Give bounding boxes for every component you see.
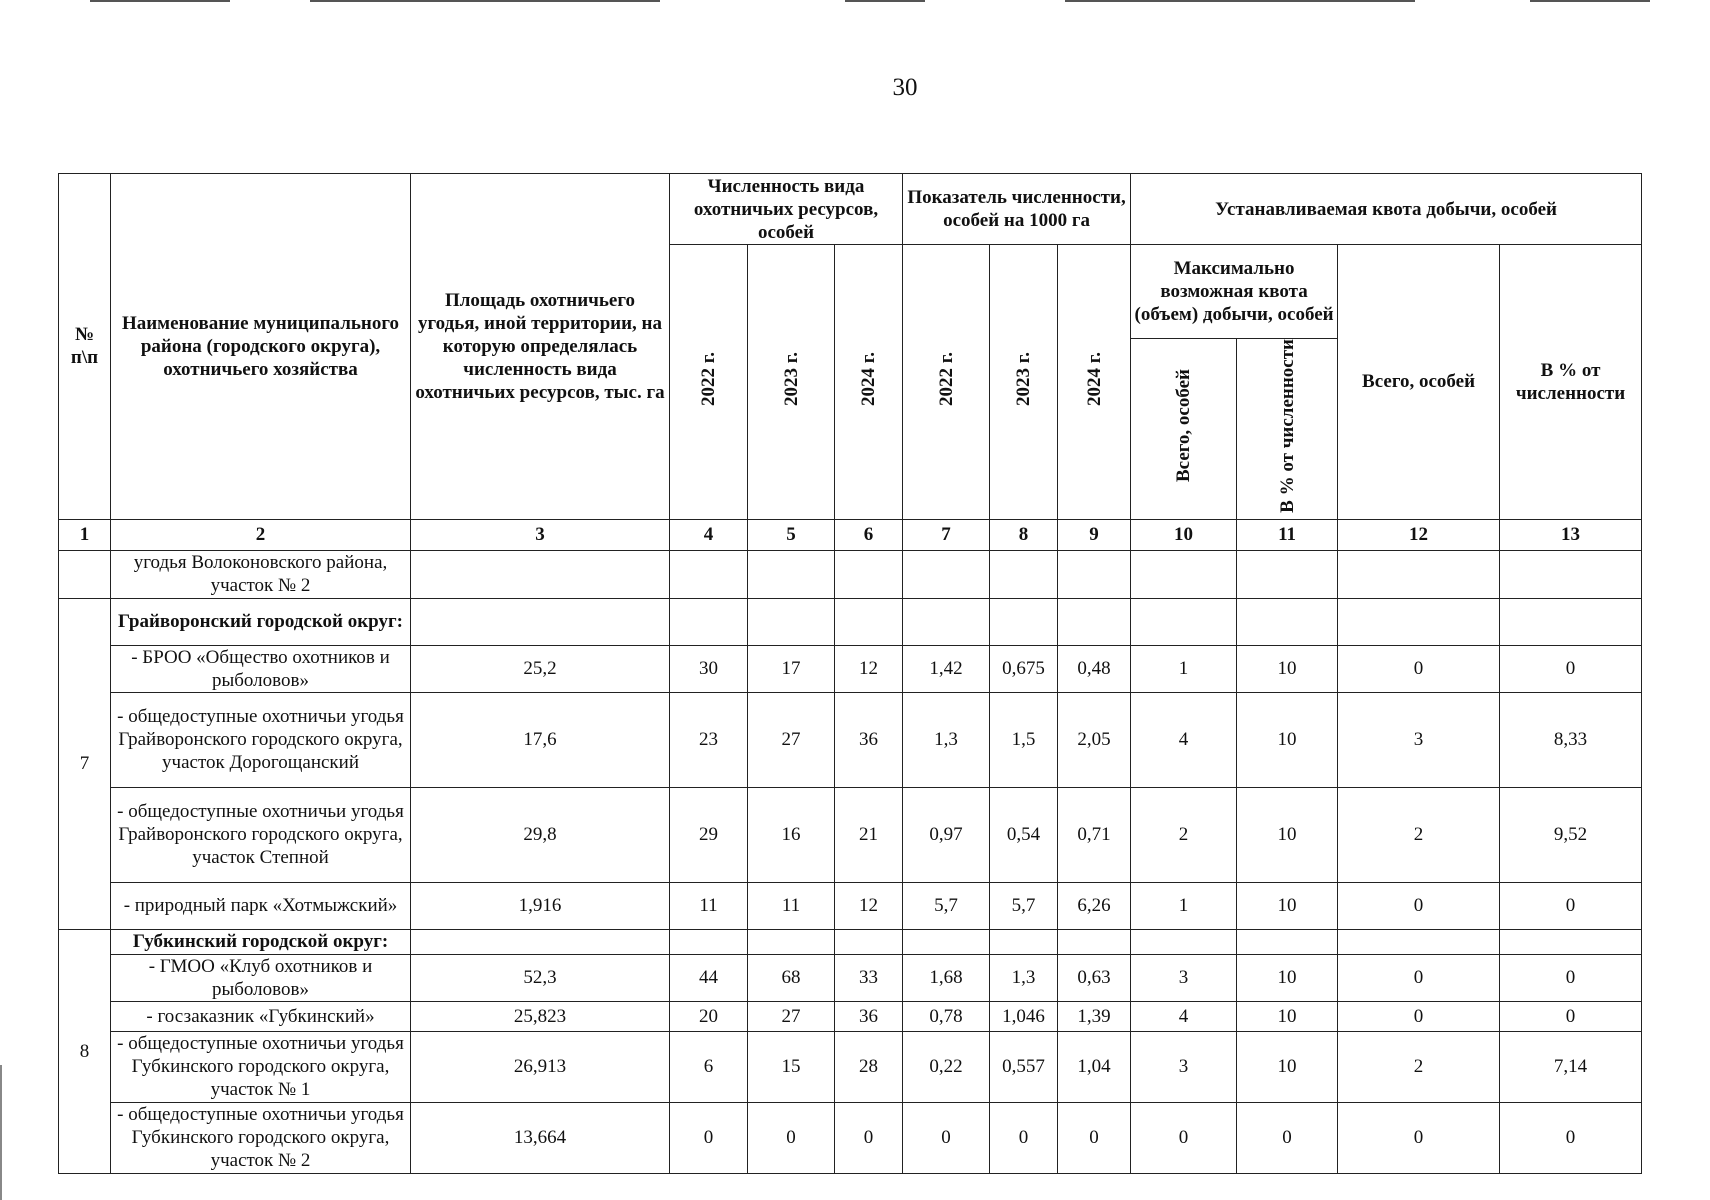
- table-cell: [1131, 929, 1237, 954]
- table-cell: 0: [1500, 882, 1642, 929]
- table-cell: 6,26: [1058, 882, 1131, 929]
- table-cell: 2,05: [1058, 692, 1131, 787]
- table-cell: 8,33: [1500, 692, 1642, 787]
- table-cell: 44: [670, 954, 748, 1001]
- table-cell: 36: [835, 1001, 903, 1031]
- table-cell: 33: [835, 954, 903, 1001]
- table-cell: 11: [670, 882, 748, 929]
- header-year: 2023 г.: [748, 245, 835, 520]
- header-max-quota: Максимально возможная квота (объем) добычи, особей: [1131, 245, 1338, 339]
- table-cell: 26,913: [411, 1031, 670, 1102]
- table-cell: 1,39: [1058, 1001, 1131, 1031]
- table-cell: [748, 598, 835, 645]
- table-cell: 0,675: [990, 645, 1058, 692]
- header-density: Показатель численности, особей на 1000 га: [903, 174, 1131, 245]
- table-cell: 0: [835, 1102, 903, 1173]
- table-row: [59, 598, 1642, 645]
- table-cell: [903, 550, 990, 598]
- table-cell: [990, 550, 1058, 598]
- table-cell: 27: [748, 1001, 835, 1031]
- row-name: - общедоступные охотничьи угодья Грайворонского городского округа, участок Дорогощанский: [111, 692, 411, 787]
- table-cell: [748, 929, 835, 954]
- table-cell: 0: [1338, 1102, 1500, 1173]
- table-cell: [990, 929, 1058, 954]
- row-name: Грайворонский городской округ:: [111, 598, 411, 645]
- header-name: Наименование муниципального района (городского округа), охотничьего хозяйства: [111, 174, 411, 520]
- header-quota: Устанавливаемая квота добычи, особей: [1131, 174, 1642, 245]
- table-cell: [1237, 550, 1338, 598]
- table-cell: 1,3: [990, 954, 1058, 1001]
- table-cell: 52,3: [411, 954, 670, 1001]
- table-cell: [1338, 550, 1500, 598]
- table-cell: 1,68: [903, 954, 990, 1001]
- table-cell: [990, 598, 1058, 645]
- header-year: 2022 г.: [903, 245, 990, 520]
- table-cell: 0: [748, 1102, 835, 1173]
- table-cell: 3: [1131, 1031, 1237, 1102]
- table-cell: 1,04: [1058, 1031, 1131, 1102]
- row-name: - БРОО «Общество охотников и рыболовов»: [111, 645, 411, 692]
- table-cell: 12: [835, 645, 903, 692]
- row-name: - общедоступные охотничьи угодья Губкинского городского округа, участок № 2: [111, 1102, 411, 1173]
- table-cell: 4: [1131, 1001, 1237, 1031]
- header-max-total: Всего, особей: [1131, 339, 1237, 520]
- table-cell: [903, 929, 990, 954]
- table-cell: [411, 598, 670, 645]
- table-cell: 0: [1237, 1102, 1338, 1173]
- scan-edge-line: [310, 0, 660, 2]
- table-cell: [1058, 929, 1131, 954]
- table-cell: 0,48: [1058, 645, 1131, 692]
- table-cell: 0: [1500, 1102, 1642, 1173]
- table-cell: [1338, 598, 1500, 645]
- table-cell: 0: [1338, 882, 1500, 929]
- table-cell: 0: [1338, 645, 1500, 692]
- column-number: 5: [748, 519, 835, 550]
- table-cell: 2: [1131, 787, 1237, 882]
- table-cell: [670, 598, 748, 645]
- table-cell: [748, 550, 835, 598]
- table-cell: 10: [1237, 692, 1338, 787]
- table-row: [59, 787, 1642, 882]
- table-row: [59, 645, 1642, 692]
- table-row: [59, 692, 1642, 787]
- table-cell: 30: [670, 645, 748, 692]
- table-cell: 3: [1338, 692, 1500, 787]
- table-cell: 1: [1131, 645, 1237, 692]
- table-cell: [1338, 929, 1500, 954]
- table-cell: 1,5: [990, 692, 1058, 787]
- header-year: 2023 г.: [990, 245, 1058, 520]
- table-cell: 0: [1500, 1001, 1642, 1031]
- table-cell: 25,823: [411, 1001, 670, 1031]
- table-row: [59, 1001, 1642, 1031]
- table-cell: 21: [835, 787, 903, 882]
- scan-edge-line: [1530, 0, 1650, 2]
- table-cell: [1131, 598, 1237, 645]
- table-cell: 11: [748, 882, 835, 929]
- table-cell: [835, 598, 903, 645]
- column-number: 9: [1058, 519, 1131, 550]
- header-area: Площадь охотничьего угодья, иной территории, на которую определялась численность вида охотничьих ресурсов, тыс. га: [411, 174, 670, 520]
- table-cell: [670, 550, 748, 598]
- header-year: 2022 г.: [670, 245, 748, 520]
- table-cell: 0,63: [1058, 954, 1131, 1001]
- table-row: [59, 954, 1642, 1001]
- table-cell: 10: [1237, 1001, 1338, 1031]
- column-number: 7: [903, 519, 990, 550]
- table-cell: 0: [903, 1102, 990, 1173]
- header-row: [59, 174, 1642, 245]
- row-name: - ГМОО «Клуб охотников и рыболовов»: [111, 954, 411, 1001]
- table-row: [59, 929, 1642, 954]
- table-cell: 0,22: [903, 1031, 990, 1102]
- table-cell: 1,3: [903, 692, 990, 787]
- table-cell: 29: [670, 787, 748, 882]
- row-name: - природный парк «Хотмыжский»: [111, 882, 411, 929]
- table-cell: 0,78: [903, 1001, 990, 1031]
- row-name: Губкинский городской округ:: [111, 929, 411, 954]
- column-number: 8: [990, 519, 1058, 550]
- header-quota-total: Всего, особей: [1338, 245, 1500, 520]
- header-num: № п\п: [59, 174, 111, 520]
- column-number: 3: [411, 519, 670, 550]
- table-cell: 0: [670, 1102, 748, 1173]
- table-cell: [1500, 550, 1642, 598]
- table-cell: 29,8: [411, 787, 670, 882]
- table-cell: [1500, 598, 1642, 645]
- table-row: [59, 1102, 1642, 1173]
- row-name: - общедоступные охотничьи угодья Грайворонского городского округа, участок Степной: [111, 787, 411, 882]
- table-cell: 1,046: [990, 1001, 1058, 1031]
- table-cell: [1058, 598, 1131, 645]
- table-cell: 25,2: [411, 645, 670, 692]
- table-cell: [411, 929, 670, 954]
- table-cell: 2: [1338, 1031, 1500, 1102]
- row-name: угодья Волоконовского района, участок № 2: [111, 550, 411, 598]
- table-cell: 0: [990, 1102, 1058, 1173]
- row-name: - общедоступные охотничьи угодья Губкинского городского округа, участок № 1: [111, 1031, 411, 1102]
- table-cell: 0: [1500, 645, 1642, 692]
- table-cell: 0,54: [990, 787, 1058, 882]
- table-cell: 0: [1338, 954, 1500, 1001]
- table-cell: 0: [1058, 1102, 1131, 1173]
- table-cell: 13,664: [411, 1102, 670, 1173]
- scan-edge-line: [0, 1065, 2, 1200]
- table-cell: 0: [1338, 1001, 1500, 1031]
- table-cell: 0: [1131, 1102, 1237, 1173]
- table-cell: [411, 550, 670, 598]
- table-cell: 0,97: [903, 787, 990, 882]
- header-quota-percent: В % от численности: [1500, 245, 1642, 520]
- header-population: Численность вида охотничьих ресурсов, особей: [670, 174, 903, 245]
- header-max-percent: В % от численности: [1237, 339, 1338, 520]
- row-name: - госзаказник «Губкинский»: [111, 1001, 411, 1031]
- scan-edge-line: [845, 0, 925, 2]
- table-cell: 2: [1338, 787, 1500, 882]
- column-number: 2: [111, 519, 411, 550]
- table-cell: [903, 598, 990, 645]
- table-cell: [1131, 550, 1237, 598]
- table-cell: 7,14: [1500, 1031, 1642, 1102]
- table-cell: 0,557: [990, 1031, 1058, 1102]
- table-cell: 9,52: [1500, 787, 1642, 882]
- table-cell: 20: [670, 1001, 748, 1031]
- table-cell: 10: [1237, 787, 1338, 882]
- table-cell: 23: [670, 692, 748, 787]
- table-cell: 5,7: [903, 882, 990, 929]
- column-number: 10: [1131, 519, 1237, 550]
- table-cell: [1500, 929, 1642, 954]
- table-cell: 16: [748, 787, 835, 882]
- column-number: 11: [1237, 519, 1338, 550]
- table-cell: 36: [835, 692, 903, 787]
- table-cell: [1237, 929, 1338, 954]
- table-cell: [1058, 550, 1131, 598]
- column-number: 1: [59, 519, 111, 550]
- page-number: 30: [892, 74, 918, 101]
- scan-edge-line: [90, 0, 230, 2]
- column-number: 13: [1500, 519, 1642, 550]
- table-cell: 68: [748, 954, 835, 1001]
- table-cell: 1,916: [411, 882, 670, 929]
- header-year: 2024 г.: [1058, 245, 1131, 520]
- column-number: 12: [1338, 519, 1500, 550]
- group-number: 8: [59, 929, 111, 1173]
- table-cell: [1237, 598, 1338, 645]
- table-cell: 5,7: [990, 882, 1058, 929]
- header-year: 2024 г.: [835, 245, 903, 520]
- table-cell: [835, 550, 903, 598]
- column-number: 4: [670, 519, 748, 550]
- table-cell: 10: [1237, 1031, 1338, 1102]
- table-row: [59, 882, 1642, 929]
- group-number: 7: [59, 598, 111, 929]
- table-cell: 10: [1237, 954, 1338, 1001]
- table-cell: [835, 929, 903, 954]
- table-cell: 1: [1131, 882, 1237, 929]
- table-cell: 27: [748, 692, 835, 787]
- table-cell: 6: [670, 1031, 748, 1102]
- table-cell: 12: [835, 882, 903, 929]
- table-cell: 15: [748, 1031, 835, 1102]
- table-cell: 10: [1237, 645, 1338, 692]
- table-cell: [670, 929, 748, 954]
- table-cell: 17,6: [411, 692, 670, 787]
- table-row: [59, 1031, 1642, 1102]
- table-cell: 0,71: [1058, 787, 1131, 882]
- group-number: [59, 550, 111, 598]
- column-number-row: [59, 519, 1642, 550]
- table-cell: 3: [1131, 954, 1237, 1001]
- quota-table: [58, 173, 1642, 1174]
- table-cell: 0: [1500, 954, 1642, 1001]
- table-cell: 17: [748, 645, 835, 692]
- table-cell: 4: [1131, 692, 1237, 787]
- table-row: [59, 550, 1642, 598]
- scan-edge-line: [1065, 0, 1415, 2]
- table-cell: 10: [1237, 882, 1338, 929]
- table-cell: 1,42: [903, 645, 990, 692]
- column-number: 6: [835, 519, 903, 550]
- table-cell: 28: [835, 1031, 903, 1102]
